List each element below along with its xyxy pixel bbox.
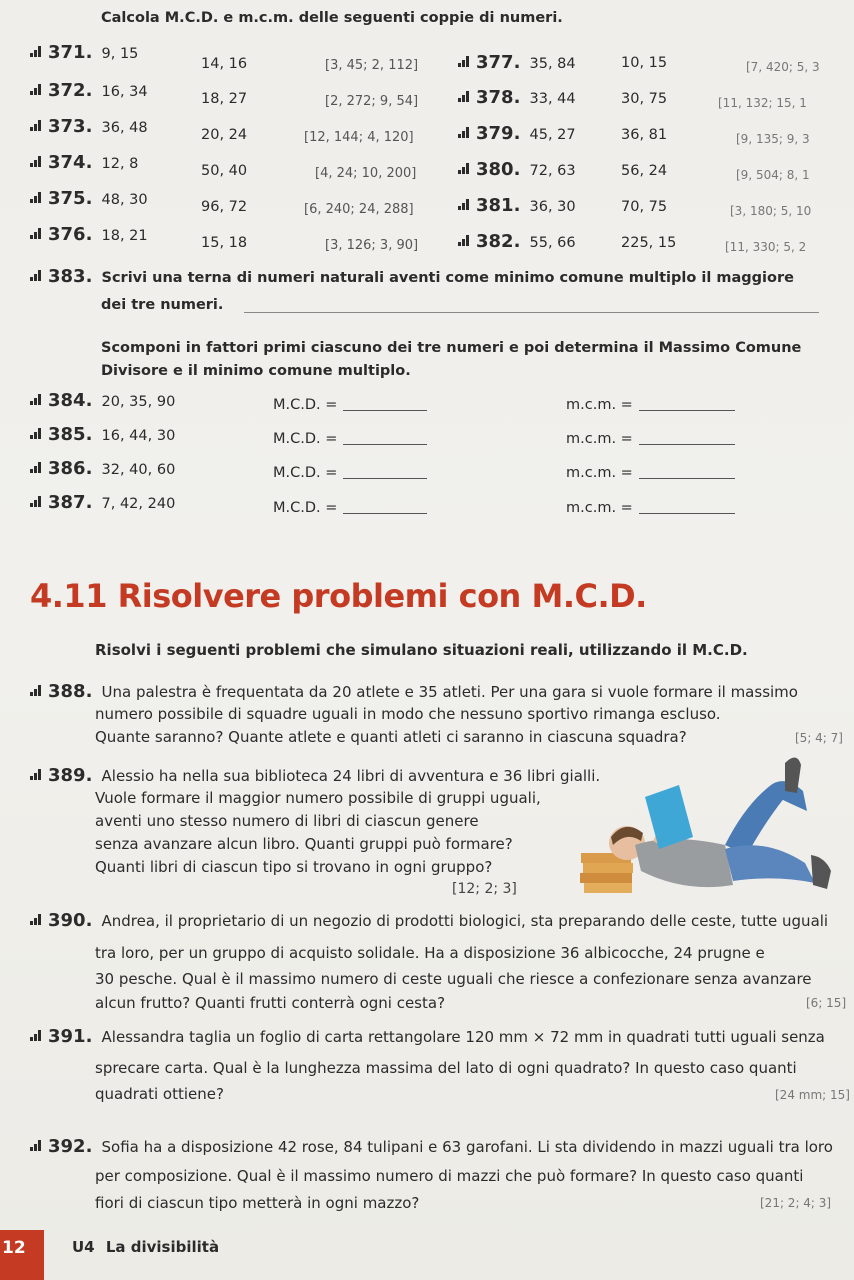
- mcm-blank[interactable]: [639, 464, 735, 479]
- problem-388: 388. Una palestra è frequentata da 20 atlete e 35 atleti. Per una gara si vuole formare il massimo: [30, 681, 798, 703]
- difficulty-icon: [30, 685, 44, 696]
- difficulty-icon: [30, 228, 44, 239]
- mcd-label: M.C.D. =: [273, 430, 427, 447]
- pair-b: 18, 27: [201, 91, 248, 107]
- problem-text: quadrati ottiene?: [95, 1085, 224, 1103]
- mcm-label: m.c.m. =: [566, 499, 735, 516]
- pair-b: 36, 81: [621, 127, 668, 143]
- exercise-371: 371. 9, 15: [30, 42, 138, 63]
- difficulty-icon: [458, 127, 472, 138]
- reading-person-illustration: [575, 745, 845, 905]
- pair-b: 50, 40: [201, 163, 248, 179]
- answer: [7, 420; 5, 3: [746, 60, 820, 74]
- problem-392: 392. Sofia ha a disposizione 42 rose, 84 tulipani e 63 garofani. Li sta dividendo in mazzi uguali tra loro: [30, 1136, 833, 1158]
- exercise-372: 372. 16, 34: [30, 80, 148, 101]
- problem-text: 30 pesche. Qual è il massimo numero di ceste uguali che riesce a confezionare senza avanzare: [95, 970, 812, 988]
- difficulty-icon: [30, 46, 44, 57]
- page-number: 12: [2, 1238, 26, 1258]
- difficulty-icon: [458, 91, 472, 102]
- pair-b: 30, 75: [621, 91, 668, 107]
- mcd-blank[interactable]: [343, 499, 427, 514]
- mcd-label: M.C.D. =: [273, 396, 427, 413]
- problem-text: sprecare carta. Qual è la lunghezza massima del lato di ogni quadrato? In questo caso quanti: [95, 1059, 797, 1077]
- answer: [3, 45; 2, 112]: [325, 58, 419, 73]
- mcm-label: m.c.m. =: [566, 464, 735, 481]
- problem-text: senza avanzare alcun libro. Quanti gruppi può formare?: [95, 835, 513, 853]
- problem-391: 391. Alessandra taglia un foglio di carta rettangolare 120 mm × 72 mm in quadrati tutti uguali senza: [30, 1026, 825, 1048]
- exercise-382: 382. 55, 66: [458, 231, 576, 252]
- exercise-373: 373. 36, 48: [30, 116, 148, 137]
- exercise-381: 381. 36, 30: [458, 195, 576, 216]
- difficulty-icon: [30, 84, 44, 95]
- exercise-383-text-cont: dei tre numeri.: [101, 297, 224, 313]
- problem-390: 390. Andrea, il proprietario di un negozio di prodotti biologici, sta preparando delle ceste, tutte uguali: [30, 910, 828, 932]
- exercise-384: 384. 20, 35, 90: [30, 390, 175, 411]
- difficulty-icon: [30, 462, 44, 473]
- difficulty-icon: [30, 428, 44, 439]
- mcm-blank[interactable]: [639, 499, 735, 514]
- book-held-icon: [645, 785, 693, 849]
- answer: [12; 2; 3]: [452, 881, 517, 897]
- difficulty-icon: [458, 235, 472, 246]
- exercise-375: 375. 48, 30: [30, 188, 148, 209]
- difficulty-icon: [458, 199, 472, 210]
- shirt: [635, 839, 733, 887]
- problem-text: tra loro, per un gruppo di acquisto solidale. Ha a disposizione 36 albicocche, 24 prugne e: [95, 944, 765, 962]
- leg-flat: [725, 845, 815, 883]
- exercise-386: 386. 32, 40, 60: [30, 458, 175, 479]
- difficulty-icon: [30, 1140, 44, 1151]
- answer: [9, 135; 9, 3: [736, 132, 810, 146]
- answer: [5; 4; 7]: [795, 731, 843, 745]
- pair-b: 14, 16: [201, 56, 248, 72]
- difficulty-icon: [30, 914, 44, 925]
- difficulty-icon: [30, 496, 44, 507]
- difficulty-icon: [458, 163, 472, 174]
- problem-text: Quanti libri di ciascun tipo si trovano in ogni gruppo?: [95, 858, 493, 876]
- pair-b: 225, 15: [621, 235, 677, 251]
- exercise-377: 377. 35, 84: [458, 52, 576, 73]
- answer: [3, 180; 5, 10: [730, 204, 812, 218]
- exercise-instruction: Calcola M.C.D. e m.c.m. delle seguenti coppie di numeri.: [101, 10, 563, 26]
- mcd-blank[interactable]: [343, 464, 427, 479]
- exercise-387: 387. 7, 42, 240: [30, 492, 175, 513]
- problem-text: fiori di ciascun tipo metterà in ogni mazzo?: [95, 1194, 420, 1212]
- difficulty-icon: [458, 56, 472, 67]
- pair-b: 96, 72: [201, 199, 248, 215]
- difficulty-icon: [30, 394, 44, 405]
- answer: [2, 272; 9, 54]: [325, 94, 419, 109]
- problem-text: numero possibile di squadre uguali in modo che nessuno sportivo rimanga escluso.: [95, 705, 721, 723]
- exercise-376: 376. 18, 21: [30, 224, 148, 245]
- instruction-line-2: Divisore e il minimo comune multiplo.: [101, 363, 411, 379]
- mcd-label: M.C.D. =: [273, 499, 427, 516]
- pair-b: 56, 24: [621, 163, 668, 179]
- difficulty-icon: [30, 270, 44, 281]
- exercise-378: 378. 33, 44: [458, 87, 576, 108]
- instruction-line-1: Scomponi in fattori primi ciascuno dei tre numeri e poi determina il Massimo Comune: [101, 340, 802, 356]
- answer-line: [244, 312, 819, 313]
- answer: [6, 240; 24, 288]: [304, 202, 414, 217]
- leg-raised: [725, 785, 785, 855]
- mcm-label: m.c.m. =: [566, 396, 735, 413]
- problem-text: Quante saranno? Quante atlete e quanti atleti ci saranno in ciascuna squadra?: [95, 728, 687, 746]
- problem-text: alcun frutto? Quanti frutti conterrà ogni cesta?: [95, 994, 446, 1012]
- mcm-blank[interactable]: [639, 396, 735, 411]
- mcd-label: M.C.D. =: [273, 464, 427, 481]
- footer-unit-title: U4 La divisibilità: [72, 1238, 220, 1256]
- mcd-blank[interactable]: [343, 430, 427, 445]
- exercise-374: 374. 12, 8: [30, 152, 138, 173]
- exercise-380: 380. 72, 63: [458, 159, 576, 180]
- problem-389: 389. Alessio ha nella sua biblioteca 24 libri di avventura e 36 libri gialli.: [30, 765, 600, 787]
- answer: [9, 504; 8, 1: [736, 168, 810, 182]
- answer: [11, 132; 15, 1: [718, 96, 807, 110]
- answer: [11, 330; 5, 2: [725, 240, 807, 254]
- mcm-blank[interactable]: [639, 430, 735, 445]
- answer: [21; 2; 4; 3]: [760, 1196, 832, 1210]
- pair-b: 10, 15: [621, 55, 668, 71]
- difficulty-icon: [30, 192, 44, 203]
- mcd-blank[interactable]: [343, 396, 427, 411]
- problem-text: Vuole formare il maggior numero possibile di gruppi uguali,: [95, 789, 541, 807]
- answer: [4, 24; 10, 200]: [315, 166, 417, 181]
- exercise-379: 379. 45, 27: [458, 123, 576, 144]
- answer: [6; 15]: [806, 996, 847, 1010]
- pair-b: 15, 18: [201, 235, 248, 251]
- pair-b: 70, 75: [621, 199, 668, 215]
- difficulty-icon: [30, 769, 44, 780]
- shoe-icon: [811, 855, 831, 889]
- section-intro: Risolvi i seguenti problemi che simulano situazioni reali, utilizzando il M.C.D.: [95, 641, 748, 659]
- pair-b: 20, 24: [201, 127, 248, 143]
- answer: [3, 126; 3, 90]: [325, 238, 419, 253]
- book-icon: [583, 863, 633, 873]
- difficulty-icon: [30, 156, 44, 167]
- mcm-label: m.c.m. =: [566, 430, 735, 447]
- book-icon: [580, 873, 632, 883]
- problem-text: per composizione. Qual è il massimo numero di mazzi che può formare? In questo caso quanti: [95, 1167, 804, 1185]
- answer: [12, 144; 4, 120]: [304, 130, 414, 145]
- difficulty-icon: [30, 120, 44, 131]
- difficulty-icon: [30, 1030, 44, 1041]
- exercise-383: 383. Scrivi una terna di numeri naturali aventi come minimo comune multiplo il maggiore: [30, 266, 794, 287]
- section-title: 4.11 Risolvere problemi con M.C.D.: [30, 577, 647, 615]
- answer: [24 mm; 15]: [775, 1088, 850, 1102]
- book-icon: [584, 883, 632, 893]
- problem-text: aventi uno stesso numero di libri di ciascun genere: [95, 812, 479, 830]
- exercise-385: 385. 16, 44, 30: [30, 424, 175, 445]
